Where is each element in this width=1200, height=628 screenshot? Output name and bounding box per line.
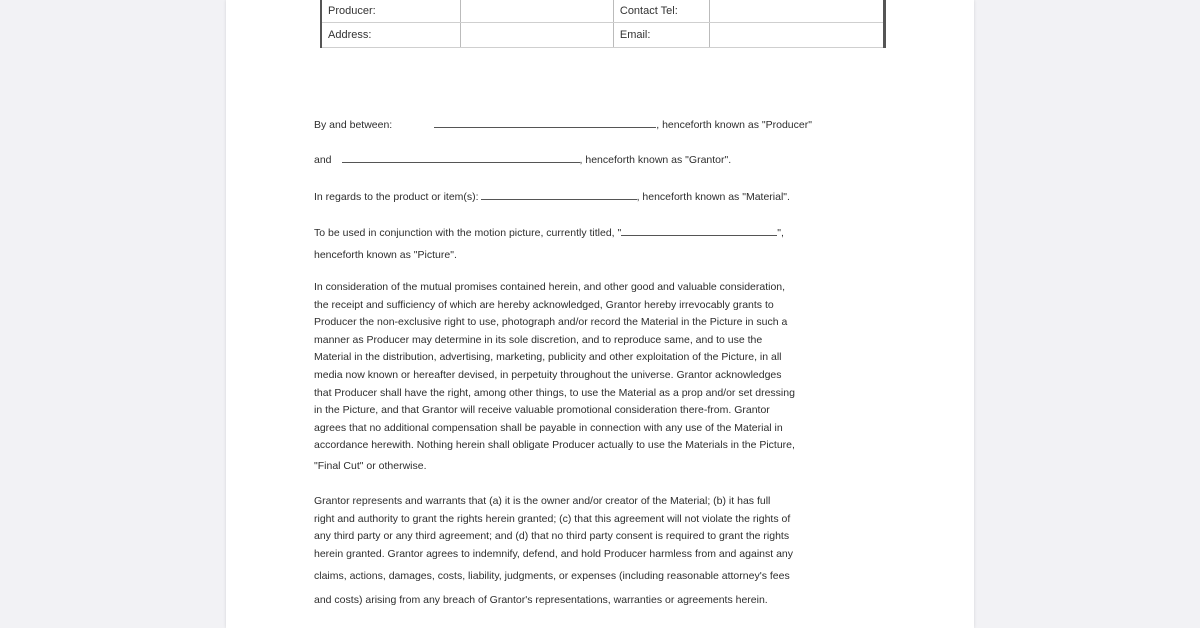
paragraph-line: right and authority to grant the rights herein granted; (c) that this agreement will not violate the rights of	[314, 512, 791, 525]
paragraph-line: Material in the distribution, advertising, marketing, publicity and other exploitation of the Picture, in all	[314, 351, 782, 364]
email-label: Email:	[613, 23, 709, 48]
paragraph-line: media now known or hereafter devised, in perpetuity throughout the universe. Grantor acknowledges	[314, 368, 782, 381]
clause-and-grantor	[314, 152, 731, 166]
paragraph-line: any third party or any third agreement; and (d) that no third party consent is required to grant the rights	[314, 530, 790, 543]
regards-label: In regards to the product or item(s):	[314, 191, 479, 203]
paragraph-line: In consideration of the mutual promises contained herein, and other good and valuable consideration,	[314, 281, 786, 293]
clause-material	[314, 189, 790, 203]
clause-by-and-between	[314, 117, 812, 131]
paragraph-line: agrees that no additional compensation shall be payable in connection with any use of the Material in	[314, 421, 783, 434]
and-label: and	[314, 154, 332, 166]
document-page	[226, 0, 974, 628]
regards-suffix: , henceforth known as "Material".	[636, 191, 790, 203]
picture-label: To be used in conjunction with the motion picture, currently titled, "	[314, 227, 622, 239]
material-blank[interactable]	[481, 189, 637, 200]
contact-tel-field[interactable]	[709, 0, 884, 23]
paragraph-line: claims, actions, damages, costs, liability, judgments, or expenses (including reasonable attorney's fees	[314, 570, 790, 583]
address-field[interactable]	[461, 23, 613, 48]
email-field[interactable]	[709, 23, 884, 48]
table-row	[321, 0, 885, 23]
paragraph-line: that Producer shall have the right, among other things, to use the Material as a prop and/or set dressing	[314, 386, 795, 399]
paragraph-line: manner as Producer may determine in its sole discretion, and to reproduce same, and to use the	[314, 333, 763, 346]
contact-tel-label: Contact Tel:	[613, 0, 709, 23]
paragraph-line: and costs) arising from any breach of Grantor's representations, warranties or agreements herein.	[314, 593, 768, 606]
between-suffix: , henceforth known as "Producer"	[656, 119, 812, 131]
picture-title-blank[interactable]	[621, 225, 777, 236]
address-label: Address:	[321, 23, 461, 48]
paragraph-line: herein granted. Grantor agrees to indemnify, defend, and hold Producer harmless from and against any	[314, 547, 794, 560]
producer-info-table	[320, 0, 886, 48]
paragraph-line: the receipt and sufficiency of which are hereby acknowledged, Grantor hereby irrevocably grants to	[314, 298, 774, 311]
consideration-paragraph	[314, 279, 894, 476]
producer-name-blank[interactable]	[434, 117, 656, 128]
paragraph-line: "Final Cut" or otherwise.	[314, 459, 427, 472]
picture-line2: henceforth known as "Picture".	[314, 249, 457, 261]
producer-label: Producer:	[321, 0, 461, 23]
between-label: By and between:	[314, 119, 393, 131]
paragraph-line: Producer the non-exclusive right to use, photograph and/or record the Material in the Picture in such a	[314, 316, 788, 329]
warranty-paragraph	[314, 493, 894, 610]
grantor-name-blank[interactable]	[342, 152, 580, 163]
producer-field[interactable]	[461, 0, 613, 23]
picture-suffix: ",	[777, 227, 784, 239]
and-suffix: , henceforth known as "Grantor".	[579, 154, 732, 166]
paragraph-line: in the Picture, and that Grantor will receive valuable promotional consideration there-from. Grantor	[314, 404, 770, 417]
paragraph-line: accordance herewith. Nothing herein shall obligate Producer actually to use the Materials in the Picture,	[314, 439, 795, 452]
table-row	[321, 23, 885, 48]
clause-picture	[314, 225, 784, 239]
paragraph-line: Grantor represents and warrants that (a) it is the owner and/or creator of the Material; (b) it has full	[314, 495, 771, 507]
